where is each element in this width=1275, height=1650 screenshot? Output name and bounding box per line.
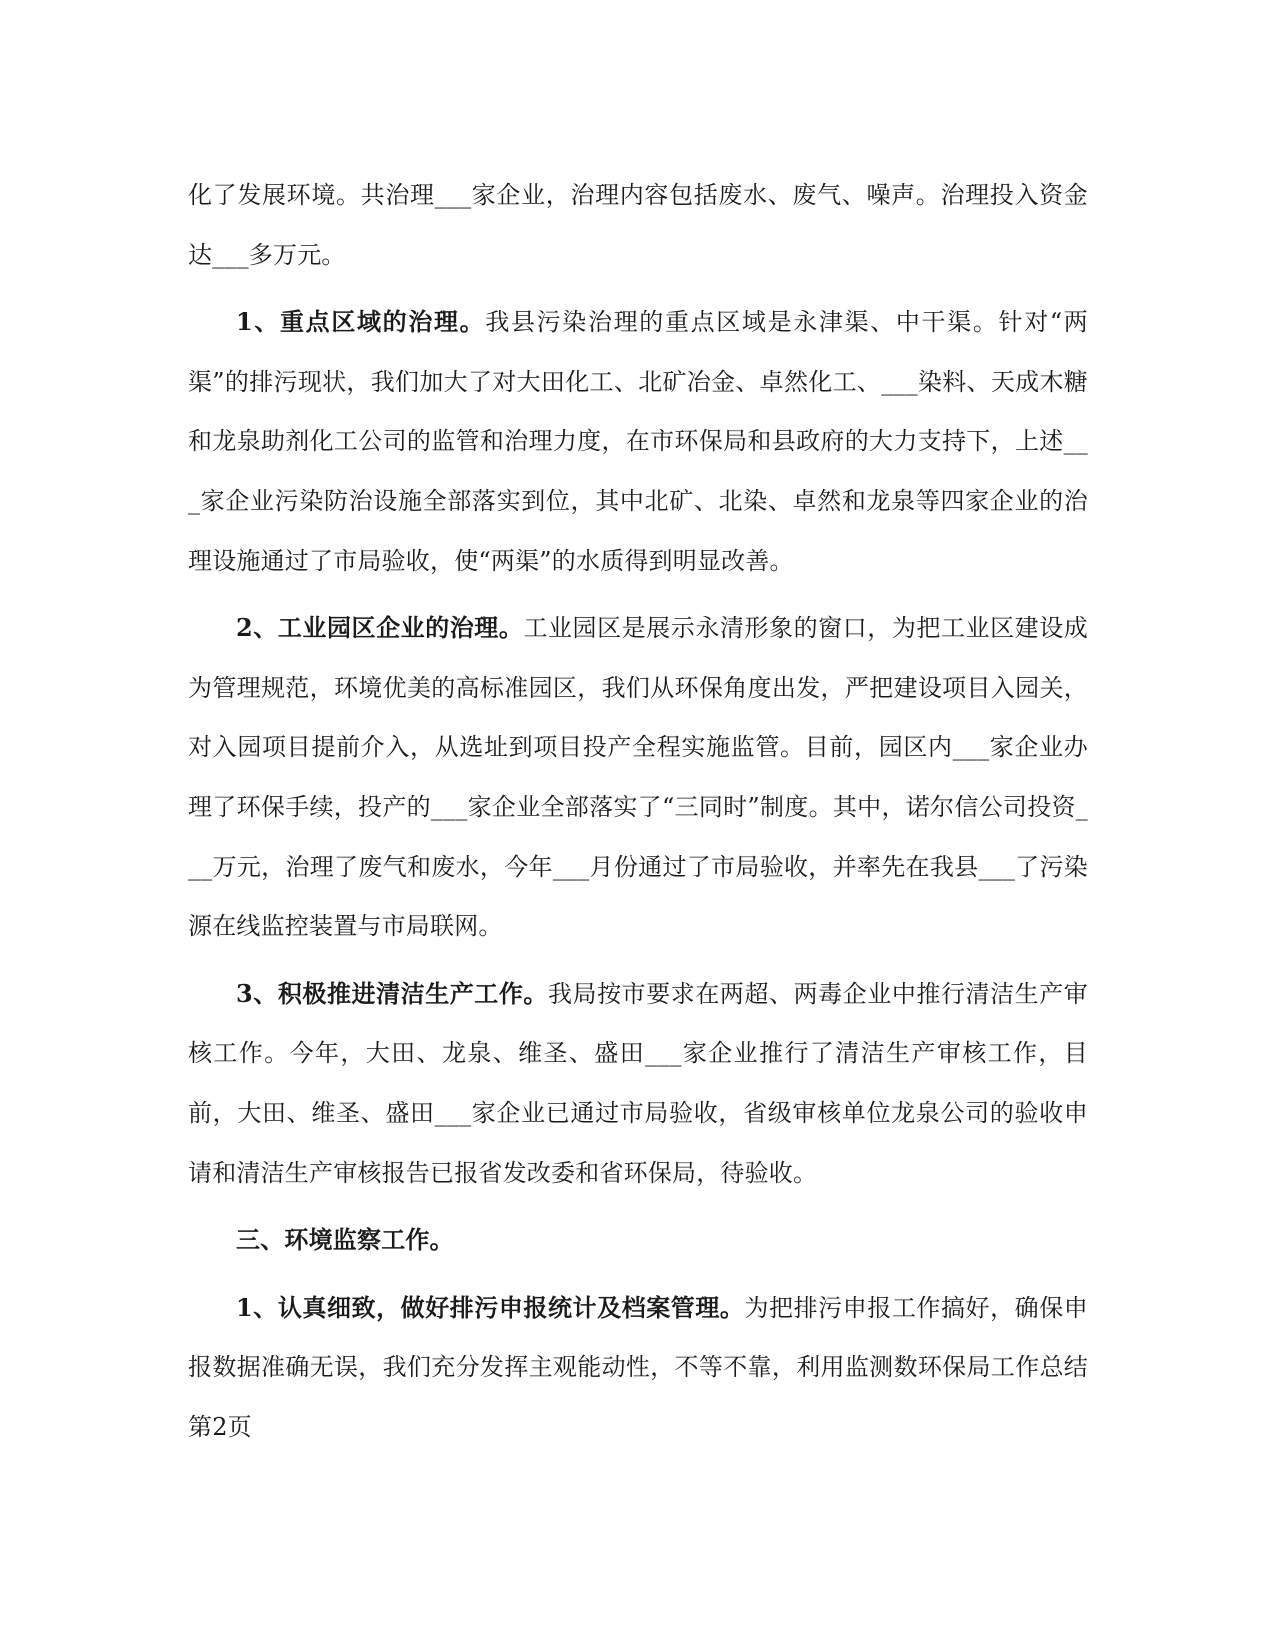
paragraph-intro	[188, 165, 1088, 285]
paragraph-lead: 2、工业园区企业的治理。	[236, 613, 524, 643]
section-heading-environmental-supervision	[188, 1210, 1088, 1271]
paragraph-text: 工业园区是展示永清形象的窗口，为把工业区建设成为管理规范，环境优美的高标准园区，我们从环保角度出发，严把建设项目入园关，对入园项目提前介入，从选址到项目投产全程实施监管。目前，园区内___家企业办理了环保手续，投产的___家企业全部落实了“三同时”制度。其中，诺尔信公司投资___万元，治理了废气和废水，今年___月份通过了市局验收，并率先在我县___了污染源在线监控装置与市局联网。	[188, 614, 1088, 941]
paragraph-text: 我局按市要求在两超、两毒企业中推行清洁生产审核工作。今年，大田、龙泉、维圣、盛田___家企业推行了清洁生产审核工作，目前，大田、维圣、盛田___家企业已通过市局验收，省级审核单位龙泉公司的验收申请和清洁生产审核报告已报省发改委和省环保局，待验收。	[188, 979, 1088, 1187]
paragraph-clean-production	[188, 964, 1088, 1203]
paragraph-text: 化了发展环境。共治理___家企业，治理内容包括废水、废气、噪声。治理投入资金达___多万元。	[188, 181, 1088, 269]
paragraph-text: 为把排污申报工作搞好，确保申报数据准确无误，我们充分发挥主观能动性，不等不靠，利用监测数环保局工作总结第2页	[188, 1293, 1088, 1441]
section-heading-text: 三、环境监察工作。	[236, 1225, 454, 1255]
paragraph-discharge-declaration	[188, 1278, 1088, 1458]
paragraph-lead: 3、积极推进清洁生产工作。	[236, 978, 548, 1008]
paragraph-key-area-treatment	[188, 292, 1088, 591]
paragraph-lead: 1、认真细致，做好排污申报统计及档案管理。	[236, 1292, 745, 1322]
paragraph-text: 我县污染治理的重点区域是永津渠、中干渠。针对“两渠”的排污现状，我们加大了对大田化工、北矿冶金、卓然化工、___染料、天成木糖和龙泉助剂化工公司的监管和治理力度，在市环保局和县政府的大力支持下，上述___家企业污染防治设施全部落实到位，其中北矿、北染、卓然和龙泉等四家企业的治理设施通过了市局验收，使“两渠”的水质得到明显改善。	[188, 308, 1088, 575]
paragraph-industrial-park-treatment	[188, 598, 1088, 957]
paragraph-lead: 1、重点区域的治理。	[236, 307, 486, 337]
document-body	[188, 165, 1088, 1457]
